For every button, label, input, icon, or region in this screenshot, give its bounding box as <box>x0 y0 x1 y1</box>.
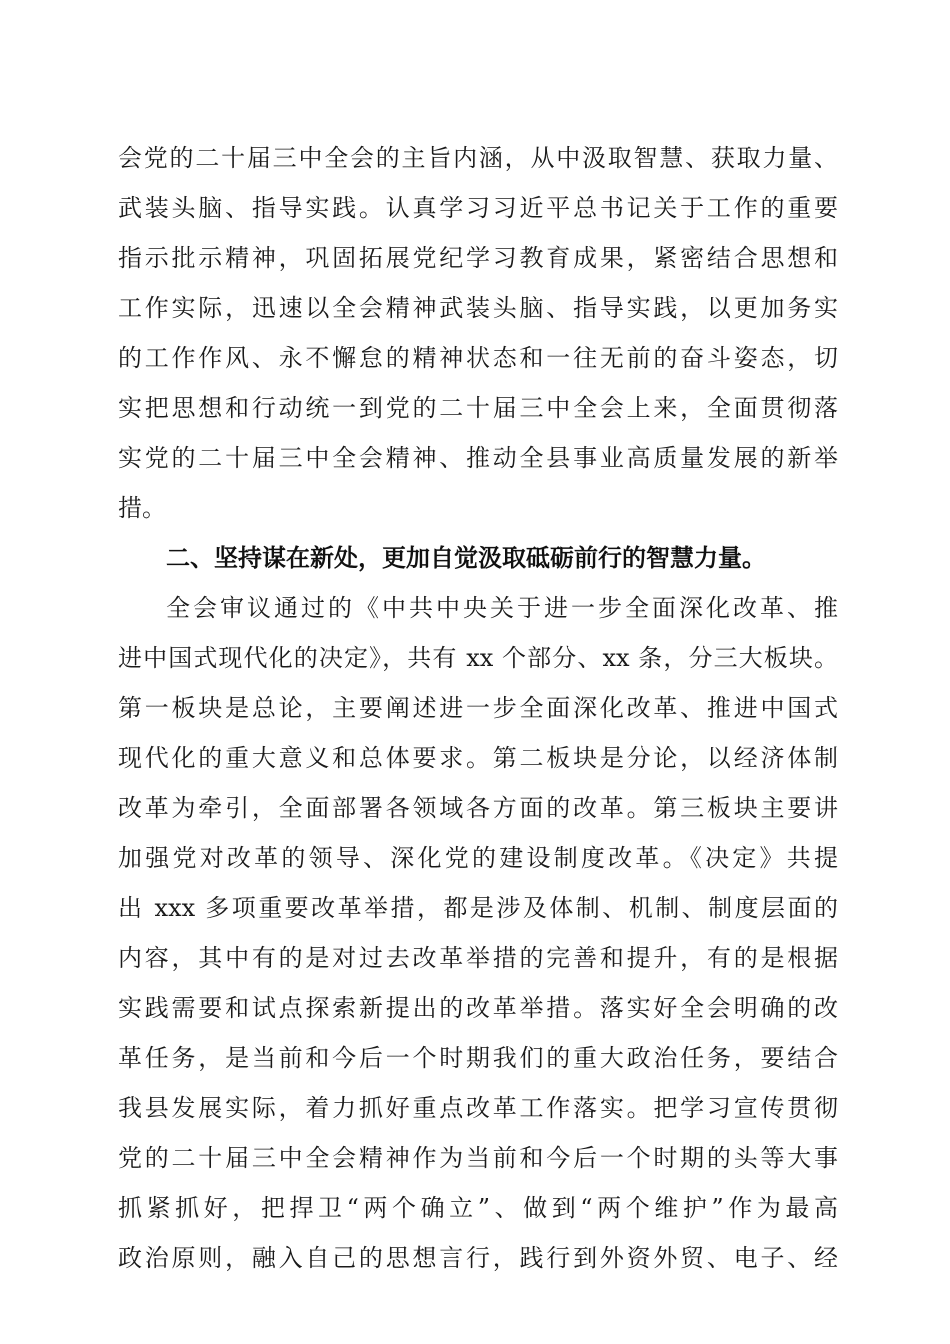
paragraph-1-line-6: 实把思想和行动统一到党的二十届三中全会上来，全面贯彻落 <box>118 394 838 422</box>
paragraph-2-line-2: 进中国式现代化的决定》，共有 xx 个部分、xx 条，分三大板块。 <box>118 644 838 672</box>
paragraph-1-line-3: 指示批示精神，巩固拓展党纪学习教育成果，紧密结合思想和 <box>118 244 838 272</box>
paragraph-2-line-13: 抓紧抓好，把捍卫“两个确立”、做到“两个维护”作为最高 <box>118 1194 838 1222</box>
paragraph-2-line-10: 革任务，是当前和今后一个时期我们的重大政治任务，要结合 <box>118 1044 838 1072</box>
paragraph-2-line-7: 出 xxx 多项重要改革举措，都是涉及体制、机制、制度层面的 <box>118 894 838 922</box>
section-2-heading: 二、坚持谋在新处，更加自觉汲取砥砺前行的智慧力量。 <box>166 544 766 572</box>
paragraph-1-line-4: 工作实际，迅速以全会精神武装头脑、指导实践，以更加务实 <box>118 294 838 322</box>
paragraph-1-line-2: 武装头脑、指导实践。认真学习习近平总书记关于工作的重要 <box>118 194 838 222</box>
paragraph-2-line-6: 加强党对改革的领导、深化党的建设制度改革。《决定》共提 <box>118 844 838 872</box>
paragraph-1-line-1: 会党的二十届三中全会的主旨内涵，从中汲取智慧、获取力量、 <box>118 144 838 172</box>
paragraph-1-line-8: 措。 <box>118 494 166 522</box>
paragraph-2-line-4: 现代化的重大意义和总体要求。第二板块是分论，以经济体制 <box>118 744 838 772</box>
paragraph-2-line-5: 改革为牵引，全面部署各领域各方面的改革。第三板块主要讲 <box>118 794 838 822</box>
paragraph-2-line-11: 我县发展实际，着力抓好重点改革工作落实。把学习宣传贯彻 <box>118 1094 838 1122</box>
paragraph-2-line-9: 实践需要和试点探索新提出的改革举措。落实好全会明确的改 <box>118 994 838 1022</box>
paragraph-2-line-1: 全会审议通过的《中共中央关于进一步全面深化改革、推 <box>166 594 838 622</box>
paragraph-2-line-3: 第一板块是总论，主要阐述进一步全面深化改革、推进中国式 <box>118 694 838 722</box>
paragraph-1-line-5: 的工作作风、永不懈怠的精神状态和一往无前的奋斗姿态，切 <box>118 344 838 372</box>
paragraph-2-line-14: 政治原则，融入自己的思想言行，践行到外资外贸、电子、经 <box>118 1244 838 1272</box>
paragraph-2-line-12: 党的二十届三中全会精神作为当前和今后一个时期的头等大事 <box>118 1144 838 1172</box>
paragraph-1-line-7: 实党的二十届三中全会精神、推动全县事业高质量发展的新举 <box>118 444 838 472</box>
paragraph-2-line-8: 内容，其中有的是对过去改革举措的完善和提升，有的是根据 <box>118 944 838 972</box>
